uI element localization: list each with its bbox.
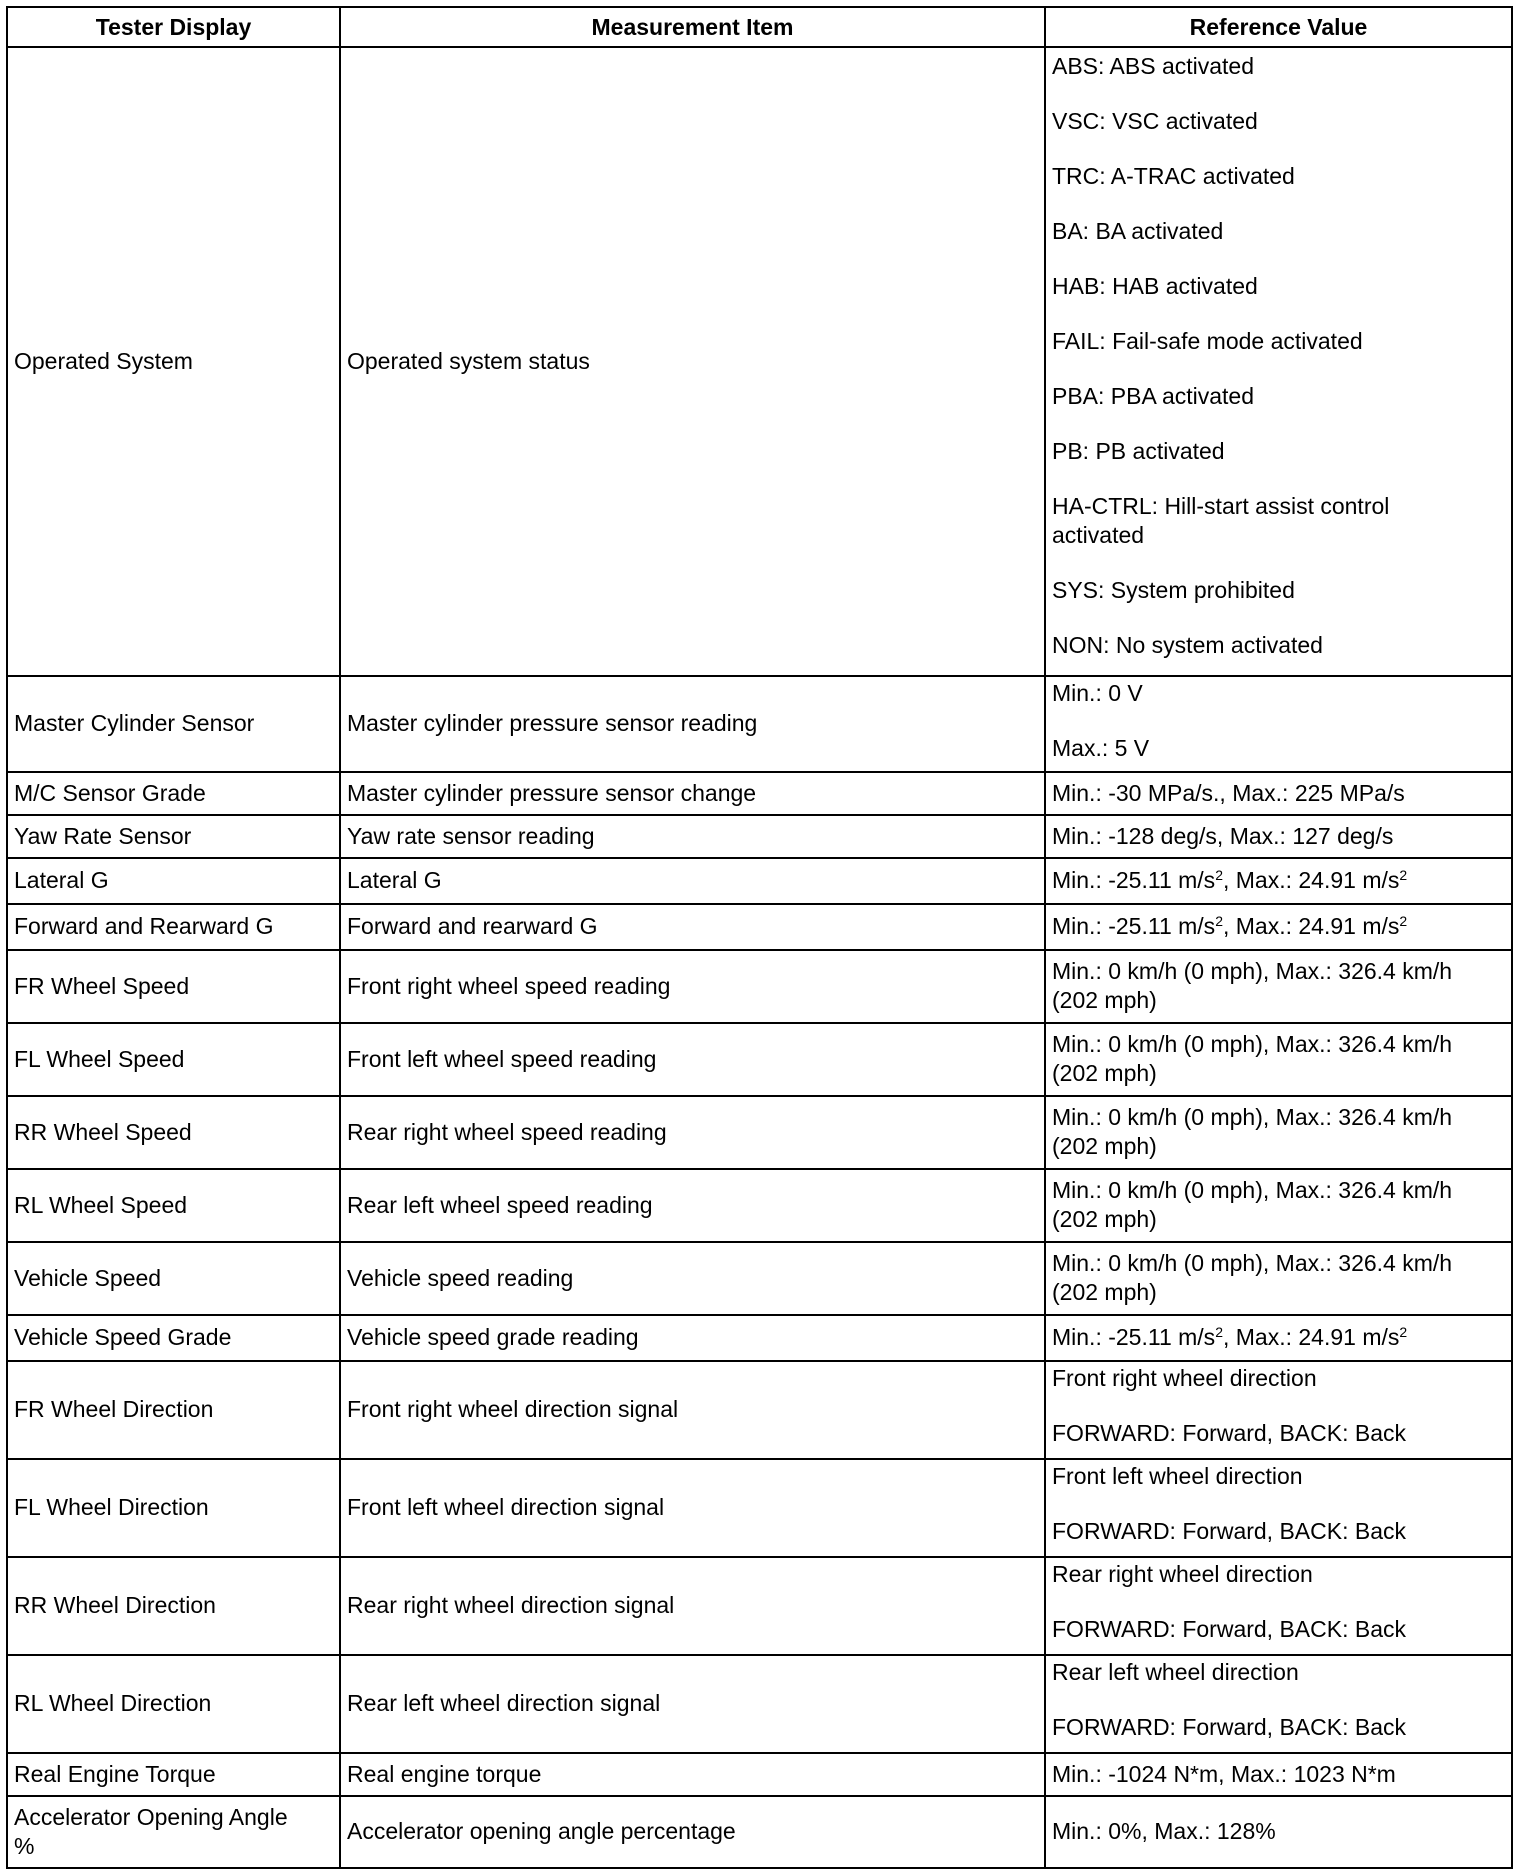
measurement-item-cell: Real engine torque [340, 1753, 1045, 1796]
table-row [7, 1753, 1512, 1796]
measurement-item-cell: Forward and rearward G [340, 904, 1045, 950]
tester-display-cell: Real Engine Torque [7, 1753, 340, 1796]
reference-value-cell [1045, 1655, 1512, 1753]
table-row [7, 950, 1512, 1023]
data-list-table-wrapper [6, 6, 1511, 1869]
tester-display-cell: Vehicle Speed [7, 1242, 340, 1315]
ref-line: (202 mph) [1052, 1060, 1157, 1086]
tester-display-cell: RR Wheel Speed [7, 1096, 340, 1169]
tester-display-cell: Vehicle Speed Grade [7, 1315, 340, 1361]
data-list-table [6, 6, 1513, 1869]
table-row [7, 676, 1512, 772]
ref-line: ABS: ABS activated [1052, 53, 1255, 79]
measurement-item-cell: Front left wheel speed reading [340, 1023, 1045, 1096]
measurement-item-cell: Rear left wheel direction signal [340, 1655, 1045, 1753]
reference-value-cell [1045, 1242, 1512, 1315]
measurement-item-cell: Rear right wheel speed reading [340, 1096, 1045, 1169]
reference-value-cell [1045, 1023, 1512, 1096]
ref-line: (202 mph) [1052, 987, 1157, 1013]
header-tester-display: Tester Display [7, 7, 340, 47]
ref-line: HAB: HAB activated [1052, 273, 1258, 299]
reference-value-cell [1045, 950, 1512, 1023]
measurement-item-cell: Master cylinder pressure sensor change [340, 772, 1045, 815]
table-row [7, 815, 1512, 858]
table-row [7, 47, 1512, 676]
table-row [7, 1315, 1512, 1361]
ref-line: FORWARD: Forward, BACK: Back [1052, 1616, 1407, 1642]
reference-value-cell [1045, 1459, 1512, 1557]
table-row [7, 1361, 1512, 1459]
reference-value-cell [1045, 1361, 1512, 1459]
ref-line: Min.: 0 km/h (0 mph), Max.: 326.4 km/h [1052, 1104, 1453, 1130]
reference-value-cell [1045, 47, 1512, 676]
tester-display-cell: Accelerator Opening Angle % [7, 1796, 340, 1868]
table-row [7, 1655, 1512, 1753]
ref-line: Rear left wheel direction [1052, 1659, 1299, 1685]
measurement-item-cell: Operated system status [340, 47, 1045, 676]
table-row [7, 1096, 1512, 1169]
ref-line: (202 mph) [1052, 1279, 1157, 1305]
ref-line: FORWARD: Forward, BACK: Back [1052, 1518, 1407, 1544]
reference-value-cell [1045, 676, 1512, 772]
table-row [7, 1459, 1512, 1557]
reference-value-cell: Min.: -25.11 $m/s^2$, Max.: 24.91 $m/s^2$ [1045, 858, 1512, 904]
table-row [7, 1557, 1512, 1655]
table-row [7, 1242, 1512, 1315]
measurement-item-cell: Lateral G [340, 858, 1045, 904]
ref-line: Min.: 0 km/h (0 mph), Max.: 326.4 km/h [1052, 1031, 1453, 1057]
ref-line: Min.: 0 km/h (0 mph), Max.: 326.4 km/h [1052, 958, 1453, 984]
ref-line: Min.: 0 km/h (0 mph), Max.: 326.4 km/h [1052, 1250, 1453, 1276]
reference-value-cell [1045, 1169, 1512, 1242]
tester-display-cell: M/C Sensor Grade [7, 772, 340, 815]
reference-value-cell: Min.: -25.11 $m/s^2$, Max.: 24.91 $m/s^2$ [1045, 1315, 1512, 1361]
tester-display-cell: FL Wheel Speed [7, 1023, 340, 1096]
tester-display-cell: Forward and Rearward G [7, 904, 340, 950]
header-reference-value: Reference Value [1045, 7, 1512, 47]
reference-value-cell: Min.: -128 deg/s, Max.: 127 deg/s [1045, 815, 1512, 858]
reference-value-cell [1045, 1557, 1512, 1655]
tester-display-cell: FR Wheel Direction [7, 1361, 340, 1459]
ref-line: (202 mph) [1052, 1206, 1157, 1232]
measurement-item-cell: Front right wheel direction signal [340, 1361, 1045, 1459]
ref-line: FAIL: Fail-safe mode activated [1052, 328, 1363, 354]
reference-value-cell: Min.: 0%, Max.: 128% [1045, 1796, 1512, 1868]
tester-display-cell: RR Wheel Direction [7, 1557, 340, 1655]
tester-display-cell: Lateral G [7, 858, 340, 904]
ref-line: SYS: System prohibited [1052, 577, 1295, 603]
reference-value-cell: Min.: -25.11 $m/s^2$, Max.: 24.91 $m/s^2$ [1045, 904, 1512, 950]
ref-line: Front right wheel direction [1052, 1365, 1317, 1391]
ref-line: FORWARD: Forward, BACK: Back [1052, 1714, 1407, 1740]
tester-display-cell: FR Wheel Speed [7, 950, 340, 1023]
measurement-item-cell: Yaw rate sensor reading [340, 815, 1045, 858]
ref-line: TRC: A-TRAC activated [1052, 163, 1295, 189]
table-row [7, 904, 1512, 950]
ref-line: Min.: 0 km/h (0 mph), Max.: 326.4 km/h [1052, 1177, 1453, 1203]
measurement-item-cell: Vehicle speed reading [340, 1242, 1045, 1315]
header-row [7, 7, 1512, 47]
tester-display-cell: FL Wheel Direction [7, 1459, 340, 1557]
ref-line: Max.: 5 V [1052, 735, 1150, 761]
ref-line: activated [1052, 522, 1145, 548]
measurement-item-cell: Master cylinder pressure sensor reading [340, 676, 1045, 772]
reference-value-cell: Min.: -1024 N*m, Max.: 1023 N*m [1045, 1753, 1512, 1796]
measurement-item-cell: Rear left wheel speed reading [340, 1169, 1045, 1242]
table-row [7, 772, 1512, 815]
table-row [7, 1169, 1512, 1242]
header-measurement-item: Measurement Item [340, 7, 1045, 47]
tester-display-cell: Operated System [7, 47, 340, 676]
ref-line: HA-CTRL: Hill-start assist control [1052, 493, 1390, 519]
tester-display-cell: Yaw Rate Sensor [7, 815, 340, 858]
ref-line: NON: No system activated [1052, 632, 1323, 658]
measurement-item-cell: Accelerator opening angle percentage [340, 1796, 1045, 1868]
measurement-item-cell: Front right wheel speed reading [340, 950, 1045, 1023]
table-row [7, 1796, 1512, 1868]
tester-display-cell: RL Wheel Direction [7, 1655, 340, 1753]
ref-line: PB: PB activated [1052, 438, 1225, 464]
ref-line: BA: BA activated [1052, 218, 1224, 244]
ref-line: Front left wheel direction [1052, 1463, 1303, 1489]
ref-line: Min.: 0 V [1052, 680, 1143, 706]
ref-line: VSC: VSC activated [1052, 108, 1258, 134]
tester-display-cell: Master Cylinder Sensor [7, 676, 340, 772]
measurement-item-cell: Vehicle speed grade reading [340, 1315, 1045, 1361]
measurement-item-cell: Rear right wheel direction signal [340, 1557, 1045, 1655]
measurement-item-cell: Front left wheel direction signal [340, 1459, 1045, 1557]
ref-line: (202 mph) [1052, 1133, 1157, 1159]
reference-value-cell [1045, 1096, 1512, 1169]
ref-line: FORWARD: Forward, BACK: Back [1052, 1420, 1407, 1446]
ref-line: PBA: PBA activated [1052, 383, 1255, 409]
ref-line: Rear right wheel direction [1052, 1561, 1313, 1587]
reference-value-cell: Min.: -30 MPa/s., Max.: 225 MPa/s [1045, 772, 1512, 815]
table-row [7, 1023, 1512, 1096]
table-row [7, 858, 1512, 904]
tester-display-cell: RL Wheel Speed [7, 1169, 340, 1242]
